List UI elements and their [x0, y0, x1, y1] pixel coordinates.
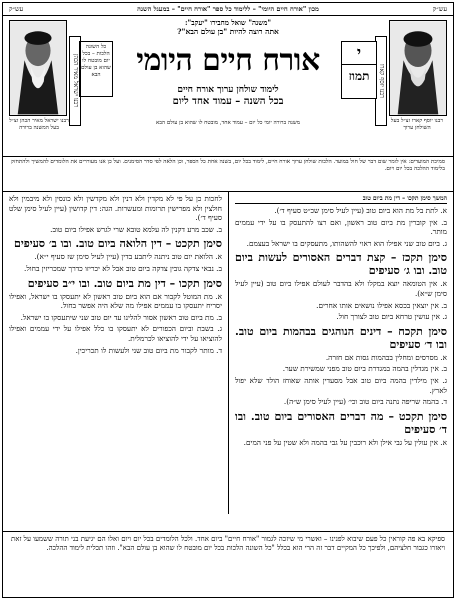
left-portrait-caption: רבנו ישראל מאיר הכהן זצ״ל בעל המשנה ברורה: [9, 118, 69, 131]
list-item: ב. אין מגדלין בהמה במגדרת ביום טוב מפני שמשירת שער.: [282, 364, 447, 374]
section-heading: סימן תקכט – מה דברים האסורים ביום טוב. ובו ד׳ סעיפים: [235, 409, 447, 436]
date-box: [341, 41, 377, 99]
right-column: [228, 192, 453, 514]
list-item: ג. אין מילדין בהמה ביום טוב אבל מסעדין אותה שאוחז הולד שלא יפול לארץ.: [235, 375, 447, 395]
section-heading: סימן תקכט – דין הלואה ביום טוב. ובו ב׳ סעיפים: [13, 237, 222, 251]
portrait-left-drawing: [10, 21, 66, 115]
section-heading: סימן תקכו – דין מת ביום טוב. ובו י״ב סעיפים: [27, 276, 222, 290]
list-item: ב. שכב מרע דקנין לה עלמא טובא שרי לגרש אפילו ביום טוב.: [50, 224, 222, 234]
intro-paragraph: סמיכת המועדים: אין לומר שום דבר של חול במועד. הלכות שולחן ערוך אורח חיים, לימוד בכל יום, בשנה אחת כל הספר, וכן הלאה לפי סדר הסימנים. ועל כן אנו מעוררים את הלומדים להמשיך ולהתחזק בלימוד ההלכה בכל יום ויום.: [3, 157, 453, 192]
list-item: ב. אין קוברין מת ביום טוב ראשון, ואם רצו להתעסק בו על ידי עממים מותר.: [235, 217, 447, 237]
portrait-left-image: [9, 20, 67, 116]
section-heading: סימן תקכח – דינים הנוהגים בבהמות ביום טוב. ובו ד׳ סעיפים: [235, 324, 447, 351]
list-item: ב. אין יוצאין בכסא אפילו נושאים אותו אחרים.: [316, 300, 447, 310]
header: [3, 16, 453, 157]
list-item: א. הלואת יום טוב ניתנה ליתבע בדין (עיין לעיל סימן שז סעיף י״א).: [34, 252, 222, 262]
promise-box: כל השונה הלכות – בכל יום מובטח לו שהוא בן עולם הבא: [79, 41, 113, 97]
list-item: לחכות כן על פי לא מקדין ולא דנין ולא מקדשין ולא כונסין ולא מיבמין ולא חולצין ולא מפרישין תרומות ומעשרות. הגה: דין קדושין (עיין לעיל סימן שלט סעיף ד׳).: [9, 194, 222, 223]
subtitle-1: לימוד שולחן ערוך אורח חיים: [177, 85, 279, 95]
list-item: א. אין הטומאה יוצא במקלו ולא בהדבר לעולם אפילו ביום טוב (עיין לעיל סימן ש״א).: [235, 279, 447, 298]
slogan-line-2: אתה רוצה להיות "בן עולם הבא"?: [177, 27, 279, 36]
list-item: א. מת המוטל לקבור אם הוא ביום טוב ראשון לא יתעסקו בו ישראל, ואפילו יסריח יתעסקו בו עממים אפילו מה שלא היה אפשר בחול.: [9, 291, 222, 311]
page-title: אורח חיים היומי: [136, 43, 320, 78]
left-column: [3, 192, 228, 514]
right-column-heading: המשך סימן תקכו – דין מת ביום טוב: [235, 194, 447, 204]
footer-paragraph: ספיקא בא פה קוראין כל פעם שיבוא לפנינו – ואשרי מי שיזכה לגמור "אורח חיים" ביום אחד. ולכל הלומדים בכל יום ויום ואלו הם יגיעת בני תורה ששמעו על זאת ויאזרו כגבור חלציהם, ולפיכך כל המקיים דבר זה הרי הוא בכלל "כל השונה הלכות בכל יום מובטח לו שהוא בן עולם הבא". וזהו תכלית לימוד ההלכה.: [3, 531, 453, 597]
top-right-label: עש״ק: [432, 5, 447, 13]
list-item: ב. מת ביום טוב ראשון אסור להלינו עד יום טוב שני שיתעסקו בו ישראל.: [20, 312, 222, 322]
title-area: [83, 18, 373, 108]
list-item: ג. ביום טוב שני אפילו הוא ראוי להשהותו, מתעסקים בו ישראל בעצמם.: [246, 238, 447, 248]
left-vertical-name: רבנו ישראל מאיר הכהן: [69, 36, 81, 126]
list-item: ג. אין עושין טרחא ביום טוב לצורך חול.: [336, 312, 447, 322]
list-item: א. אין עולין על גבי אילן ולא רוכבין על גבי בהמה ולא שטין על פני המים.: [243, 437, 447, 447]
title-row: [83, 39, 373, 85]
top-strip: [3, 3, 453, 16]
header-note: משנה ברורה יומי כל יום – עמוד אחד, מובטח לו שהוא בן עולם הבא: [155, 120, 300, 126]
section-heading: סימן תקכז – קצת דברים האסורים לעשות ביום טוב. ובו ג׳ סעיפים: [235, 251, 447, 278]
subtitle-2: בכל השנה – עמוד אחד ליום: [172, 96, 284, 107]
list-item: ג. בשבת וביום הכפורים לא יתעסקו בו כלל אפילו על ידי עממים ואפילו להוציאו על ידי להוציאו לכרמלית.: [9, 324, 222, 343]
newsletter-page: [2, 2, 454, 598]
list-item: א. לתת בל מת הוא ביום טוב (עיין לעיל סימן שכ״ט סעיף ד׳).: [274, 206, 447, 215]
list-item: ד. בהמה שריפה נתנה ביום טוב וכי׳ (עיין לעיל סימן ש״ה).: [283, 397, 447, 407]
portrait-right-drawing: [390, 21, 446, 115]
right-vertical-name: רבנו יוסף קארו: [375, 36, 387, 126]
list-item: א. מסרסים ומחלין בבהמות גסות אם חזרה.: [325, 352, 447, 362]
date-month: תמוז: [342, 64, 376, 83]
top-center-text: מכון "אורח חיים היומי" – ללימוד כל ספר "אורח חיים" – במעגל השנה: [137, 5, 319, 13]
right-portrait-caption: רבנו יוסף קארו זצ״ל בעל השולחן ערוך: [390, 118, 444, 131]
slogan-line-1: "משנה" שואל מחבירו "יעקב":: [184, 18, 272, 27]
list-item: ד. מותר לקבור מת ביום טוב שני ולעשות לו תכריכין.: [75, 345, 222, 355]
top-left-label: עש״ק: [9, 5, 24, 13]
portrait-right-image: [389, 20, 447, 116]
list-item: ב. נבאי צדקה גובין צדקה ביום טוב אבל לא יכריזו כדרך שמכריזין בחול.: [24, 263, 222, 273]
body-columns: [3, 192, 453, 514]
date-day: י: [356, 43, 362, 62]
